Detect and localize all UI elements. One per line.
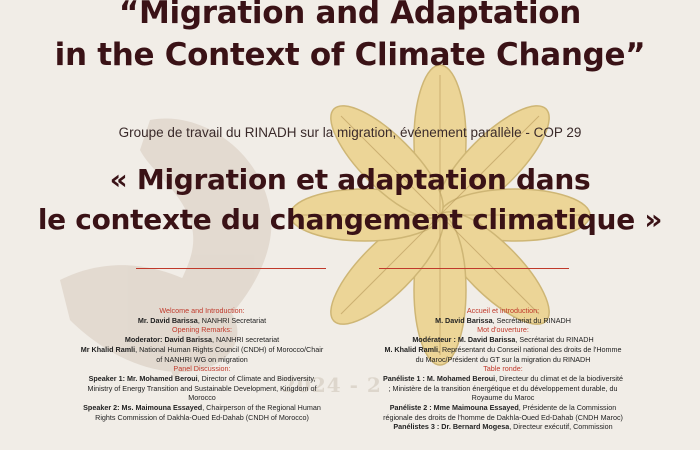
- panelist2-line-2: régionale des droits de l'homme de Dakhla-Oued Ed-Dahab (CNDH Maroc): [383, 412, 623, 422]
- panelist3-line: Panélistes 3 : Dr. Bernard Mogesa, Directeur exécutif, Commission: [393, 422, 613, 432]
- speaker1-line: Speaker 1: Mr. Mohamed Beroui, Director of Climate and Biodiversity,: [88, 373, 316, 383]
- moderator-line: Moderator: David Barissa, NANHRI secretariat: [124, 335, 280, 345]
- french-title-line-2: le contexte du changement climatique »: [37, 203, 663, 236]
- program-french: [376, 306, 630, 432]
- english-title: [0, 0, 700, 76]
- english-title-line-2: in the Context of Climate Change”: [54, 37, 646, 73]
- accueil-line: M. David Barissa, Secrétariat du RINADH: [435, 315, 571, 325]
- opening-heading: Opening Remarks:: [172, 325, 232, 335]
- khalid-fr-line: M. Khalid Ramli, Représentant du Conseil national des droits de l'Homme: [384, 344, 622, 354]
- table-ronde-heading: Table ronde:: [483, 364, 523, 374]
- ouverture-heading: Mot d'ouverture:: [477, 325, 529, 335]
- divider-left: [136, 268, 326, 269]
- panel-heading: Panel Discussion:: [173, 364, 231, 374]
- program-english: [72, 306, 332, 422]
- divider-right: [379, 268, 569, 269]
- event-subtitle: Groupe de travail du RINADH sur la migration, événement parallèle - COP 29: [118, 125, 582, 140]
- welcome-heading: Welcome and Introduction:: [159, 306, 245, 315]
- english-title-line-1: “Migration and Adaptation: [118, 0, 582, 31]
- watermark-year: 2024 - 2: [282, 373, 382, 397]
- speaker2-line-2: Rights Commission of Dakhla-Oued Ed-Dahab (CNDH of Morocco): [95, 412, 309, 422]
- khalid-fr-line-2: du Maroc/Président du GT sur la migration du RINADH: [415, 354, 591, 364]
- khalid-line: Mr Khalid Ramli, National Human Rights Council (CNDH) of Morocco/Chair: [80, 344, 324, 354]
- accueil-heading: Accueil et introduction:: [466, 306, 540, 315]
- panelist1-line-2: ; Ministère de la transition énergétique et du développement durable, du: [388, 383, 618, 393]
- moderateur-line: Modérateur : M. David Barissa, Secrétariat du RINADH: [412, 335, 594, 345]
- welcome-line: Mr. David Barissa, NANHRI Secretariat: [137, 315, 267, 325]
- panelist2-line: Panéliste 2 : Mme Maimouna Essayed, Présidente de la Commission: [389, 403, 617, 413]
- french-title-line-1: « Migration et adaptation dans: [109, 163, 591, 196]
- speaker1-line-2: Ministry of Energy Transition and Sustainable Development, Kingdom of: [87, 383, 317, 393]
- french-title: [0, 160, 700, 240]
- khalid-line-2: of NANHRI WG on migration: [156, 354, 248, 364]
- panelist1-line: Panéliste 1 : M. Mohamed Beroui, Directeur du climat et de la biodiversité: [382, 373, 624, 383]
- speaker2-line: Speaker 2: Ms. Maimouna Essayed, Chairperson of the Regional Human: [83, 403, 321, 413]
- speaker1-line-3: Morocco: [188, 393, 216, 403]
- panelist1-line-3: Royaume du Maroc: [471, 393, 535, 403]
